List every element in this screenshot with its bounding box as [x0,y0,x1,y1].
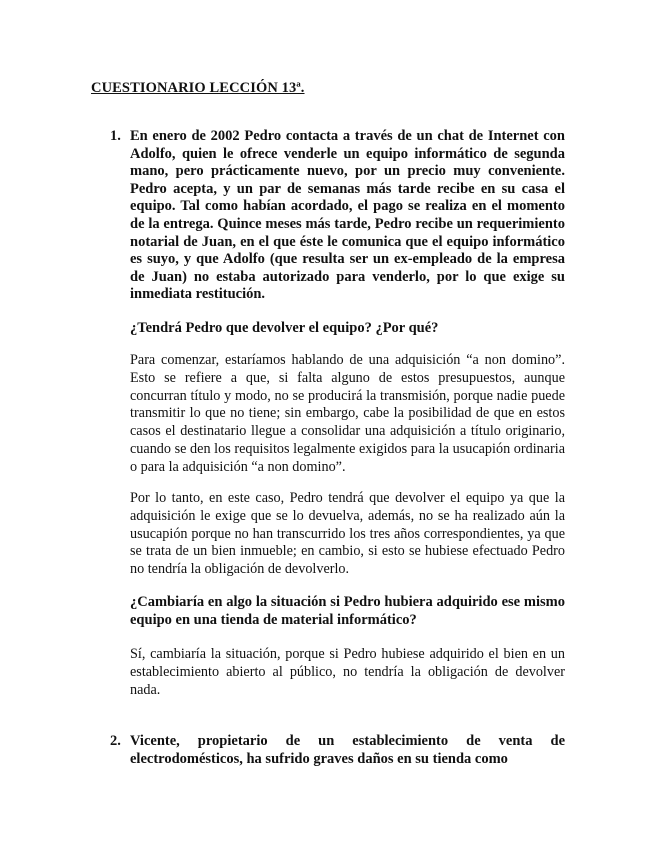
answer-1a-paragraph-1: Para comenzar, estaríamos hablando de una adquisición “a non domino”. Esto se refiere a que, si falta alguno de estos presupuestos, aunque concurran título y modo, no se producirá la transmisión, porque nadie puede transmitir lo que no tiene; sin embargo, cabe la posibilidad de que en estos casos el destinatario llegue a consolidar una adquisición a título originario, cuando se den los requisitos legalmente exigidos para la usucapión ordinaria o para la adquisición “a non domino”. [130,352,565,475]
question-1b-prompt: ¿Cambiaría en algo la situación si Pedro hubiera adquirido ese mismo equipo en una tienda de material informático? [130,594,565,628]
question-2-statement: Vicente, propietario de un establecimiento de venta de electrodomésticos, ha sufrido graves daños en su tienda como [130,733,565,767]
answer-1b-paragraph: Sí, cambiaría la situación, porque si Pedro hubiese adquirido el bien en un establecimiento abierto al público, no tendría la obligación de devolver nada. [130,646,565,698]
answer-1a-paragraph-2: Por lo tanto, en este caso, Pedro tendrá que devolver el equipo ya que la adquisición le exige que se lo devuelva, además, no se ha realizado aún la usucapión porque no han transcurrido los tres años correspondientes, ya que se trata de un bien inmueble; en cambio, si esto se hubiese efectuado Pedro no tendría la obligación de devolverlo. [130,490,565,578]
question-2-number: 2. [110,733,121,749]
question-1-statement: En enero de 2002 Pedro contacta a través de un chat de Internet con Adolfo, quien le ofrece venderle un equipo informático de segunda mano, pero prácticamente nuevo, por un precio muy conveniente. Pedro acepta, y un par de semanas más tarde recibe en su casa el equipo. Tal como habían acordado, el pago se realiza en el momento de la entrega. Quince meses más tarde, Pedro recibe un requerimiento notarial de Juan, en el que éste le comunica que el equipo informático es suyo, y que Adolfo (que resulta ser un ex-empleado de la empresa de Juan) no estaba autorizado para venderlo, por lo que exige su inmediata restitución. [130,128,565,303]
document-title: CUESTIONARIO LECCIÓN 13ª. [91,80,305,96]
question-1a-prompt: ¿Tendrá Pedro que devolver el equipo? ¿Por qué? [130,320,439,336]
question-1-number: 1. [110,128,121,144]
